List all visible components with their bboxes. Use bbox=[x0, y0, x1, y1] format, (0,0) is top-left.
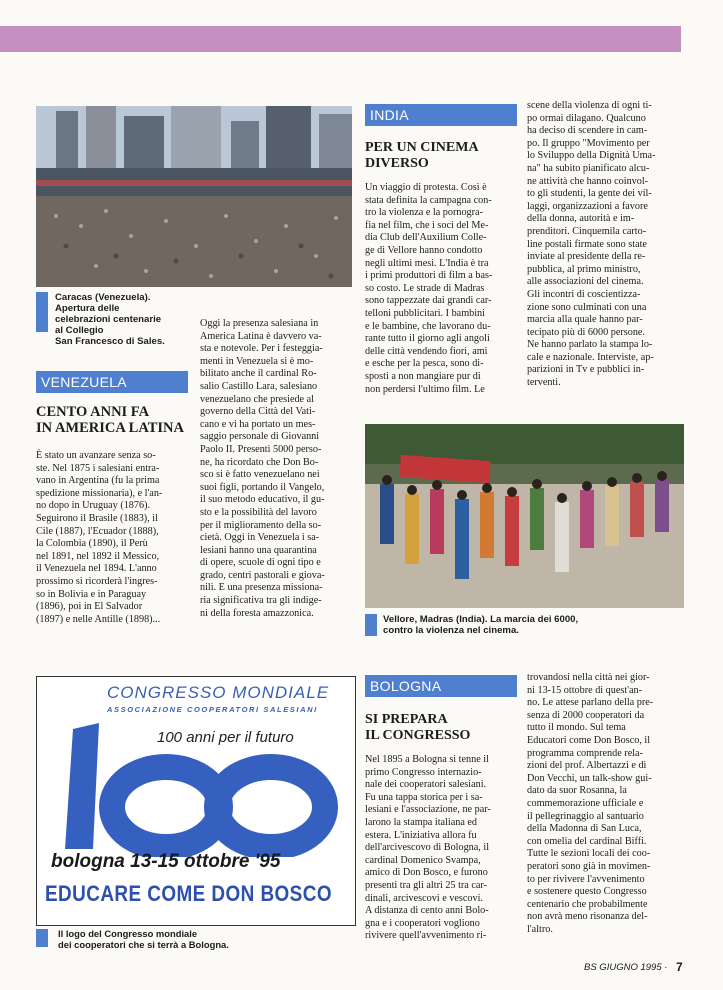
logo-dates: bologna 13-15 ottobre '95 bbox=[51, 851, 281, 872]
vellore-photo-caption: Vellore, Madras (India). La marcia dei 6000, contro la violenza nel cinema. bbox=[383, 614, 579, 636]
congress-logo bbox=[36, 676, 356, 926]
india-column-2: scene della violenza di ogni ti- po ormai dilagano. Qualcuno ha deciso di scendere in cam- po. Il gruppo "Movimento per lo Sviluppo della Dignità Uma- na" ha subito pianificato alcu- ne attività che hanno coinvol- to gli studenti, la gente dei vil- laggi, organizzazioni a favore della donna, autorità e im- prenditori. Cinquemila carto- line postali firmate sono state inviate al presidente della re- pubblica, al primo ministro, alle associazioni del cinema. Gli incontri di coscientizza- zione sono culminati con una marcia alla quale hanno par- tecipato più di 6000 persone. Ne hanno parlato la stampa lo- cale e nazionale. Interviste, ap- parizioni in Tv e pubblici in- terventi. bbox=[527, 100, 656, 389]
caracas-photo bbox=[36, 106, 352, 287]
logo-title: CONGRESSO MONDIALE bbox=[107, 683, 330, 702]
logo-motto: EDUCARE COME DON BOSCO bbox=[45, 881, 332, 906]
logo-tagline: 100 anni per il futuro bbox=[157, 729, 294, 746]
top-color-band bbox=[0, 26, 681, 52]
caption-marker bbox=[36, 929, 48, 947]
india-column-1: Un viaggio di protesta. Così è stata definita la campagna con- tro la violenza e la pornogra- fia nel film, che i soci del Me- dia Club dell'Auxilium Colle- ge di Vellore hanno condotto negli ultimi mesi. L'India è tra i primi produttori di film a bas- so costo. Le strade di Madras sono tappezzate dai grandi car- telloni pubblicitari. I bambini e le bambine, che lavorano du- rante tutto il giorno agli angoli delle città vendendo fiori, ami e esche per la pesca, sono di- sposti a non mangiare pur di non perdersi l'ultimo film. Le bbox=[365, 182, 493, 395]
caracas-photo-caption: Caracas (Venezuela). Apertura delle celebrazioni centenarie al Collegio San Francesco di Sales. bbox=[55, 292, 165, 347]
footer-magazine-name: BS GIUGNO 1995 bbox=[584, 962, 662, 973]
section-tag-bologna: BOLOGNA bbox=[365, 675, 517, 697]
bologna-column-2: trovandosi nella città nei gior- ni 13-15 ottobre di quest'an- no. Le attese parlano della pre- senza di 2000 cooperatori da tutto il mondo. Sul tema Educatori come Don Bosco, il programma comprende rela- zioni del prof. Albertazzi e di Don Vecchi, un talk-show gui- dato da suor Rosanna, la commemorazione ufficiale e il pellegrinaggio al santuario della Madonna di San Luca, con omelia del cardinal Biffi. Tutte le sezioni locali dei coo- peratori sono già in movimen- to per rivivere l'avvenimento e sostenere questo Congresso centenario che probabilmente non avrà meno risonanza del- l'altro. bbox=[527, 672, 654, 935]
vellore-march-photo bbox=[365, 424, 684, 608]
caption-marker bbox=[36, 292, 48, 332]
venezuela-headline: CENTO ANNI FA IN AMERICA LATINA bbox=[36, 404, 184, 436]
bologna-headline: SI PREPARA IL CONGRESSO bbox=[365, 712, 471, 743]
bologna-column-1: Nel 1895 a Bologna si tenne il primo Congresso internazio- nale dei cooperatori salesiani. Fu una tappa storica per i sa- lesiani e l'associazione, ne par- larono la stampa italiana ed estera. L'iniziativa allora fu dell'arcivescovo di Bologna, il cardinal Domenico Svampa, amico di Don Bosco, e furono presenti tra gli altri 25 tra car- dinali, arcivescovi e vescovi. A distanza di cento anni Bolo- gna e i cooperatori vogliono rivivere quell'avvenimento ri- bbox=[365, 754, 491, 942]
section-tag-india: INDIA bbox=[365, 104, 517, 126]
venezuela-column-1: È stato un avanzare senza so- ste. Nel 1875 i salesiani entra- vano in Argentina (fu la prima spedizione missionaria), e l'an- no dopo in Uruguay (1876). Seguirono il Brasile (1883), il Cile (1887), l'Ecuador (1888), la Colombia (1890), il Perù nel 1891, nel 1892 il Messico, il Venezuela nel 1894. L'anno prossimo si ricorderà l'ingres- so in Bolivia e in Paraguay (1896), poi in El Salvador (1897) e nelle Antille (1898)... bbox=[36, 450, 163, 625]
footer-magazine bbox=[584, 962, 667, 973]
page-number: 7 bbox=[676, 960, 683, 974]
section-tag-venezuela: VENEZUELA bbox=[36, 371, 188, 393]
footer-separator: · bbox=[664, 962, 668, 973]
caption-marker bbox=[365, 614, 377, 636]
logo-subtitle: ASSOCIAZIONE COOPERATORI SALESIANI bbox=[107, 705, 318, 714]
logo-caption: Il logo del Congresso mondiale dei cooperatori che si terrà a Bologna. bbox=[58, 928, 229, 950]
india-headline: PER UN CINEMA DIVERSO bbox=[365, 140, 479, 171]
venezuela-column-2: Oggi la presenza salesiana in America Latina è davvero va- sta e notevole. Per i festeggia- menti in Venezuela si è mo- bilitato anche il cardinal Ro- salio Castillo Lara, salesiano venezuelano che presiede al governo della Città del Vati- cano e vi ha portato un mes- saggio personale di Giovanni Paolo II. Presenti 5000 perso- ne, ha ricordato che Don Bo- sco si è fatto venezuelano nei suoi figli, portando il Vangelo, il suo metodo educativo, il gu- sto e la possibilità del lavoro per il miglioramento della so- cietà. Oggi in Venezuela i sa- lesiani hanno una quarantina di opere, scuole di ogni tipo e grado, centri pastorali e giova- nili. E una presenza missiona- ria significativa tra gli indige- ni della foresta amazzonica. bbox=[200, 318, 325, 619]
